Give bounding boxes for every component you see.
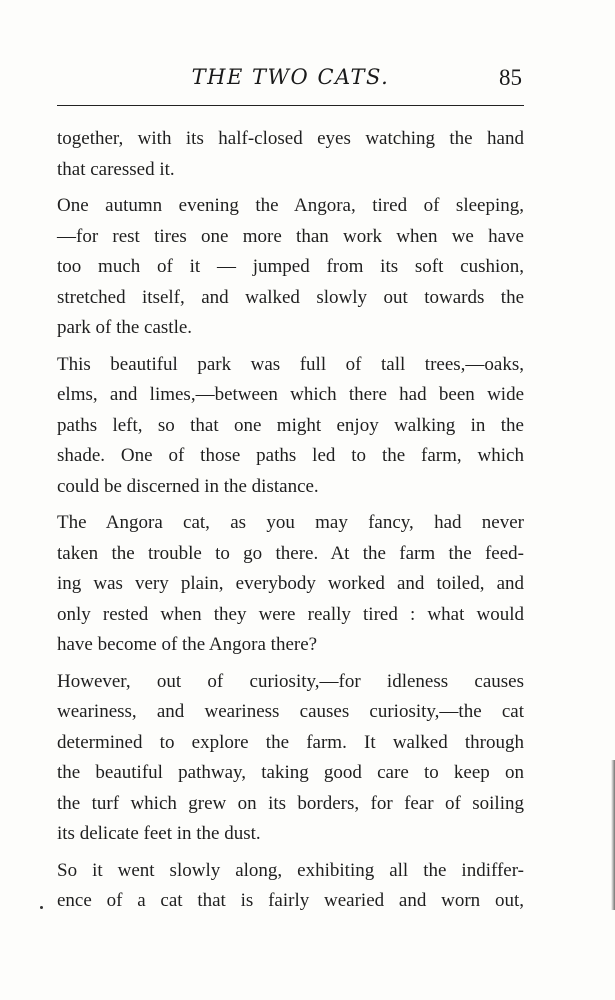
text-line: the turf which grew on its borders, for fear of soiling xyxy=(57,792,524,814)
text-line: stretched itself, and walked slowly out towards the xyxy=(57,286,524,308)
paragraph-4 xyxy=(57,508,524,661)
text-line: taken the trouble to go there. At the farm the feed- xyxy=(57,542,524,564)
header-rule xyxy=(57,105,524,106)
text-line: This beautiful park was full of tall trees,—oaks, xyxy=(57,353,524,375)
text-line: that caressed it. xyxy=(57,158,175,180)
text-line: One autumn evening the Angora, tired of sleeping, xyxy=(57,195,524,216)
text-line: ing was very plain, everybody worked and toiled, and xyxy=(57,573,524,594)
text-line: too much of it — jumped from its soft cushion, xyxy=(57,256,524,277)
text-line: its delicate feet in the dust. xyxy=(57,823,261,844)
text-line: could be discerned in the distance. xyxy=(57,475,319,497)
text-line: have become of the Angora there? xyxy=(57,634,318,655)
paragraph-3 xyxy=(57,350,524,503)
text-line: However, out of curiosity,—for idleness causes xyxy=(57,670,524,692)
page-edge-shadow xyxy=(611,760,615,910)
text-line: park of the castle. xyxy=(57,317,193,338)
print-speck xyxy=(40,906,43,909)
running-title: THE TWO CATS. xyxy=(191,65,390,89)
text-line: determined to explore the farm. It walked through xyxy=(57,731,524,753)
text-line: only rested when they were really tired : what would xyxy=(57,603,524,625)
text-line: —for rest tires one more than work when we have xyxy=(57,225,524,247)
text-line: paths left, so that one might enjoy walking in the xyxy=(57,414,524,436)
page-number: 85 xyxy=(499,65,522,90)
text-line: elms, and limes,—between which there had been wide xyxy=(57,384,524,405)
text-line: The Angora cat, as you may fancy, had never xyxy=(57,512,524,533)
text-line: the beautiful pathway, taking good care to keep on xyxy=(57,762,524,783)
paragraph-6 xyxy=(57,856,524,917)
body-text xyxy=(57,124,524,917)
paragraph-2 xyxy=(57,191,524,344)
page-header xyxy=(57,60,524,102)
text-line: shade. One of those paths led to the farm, which xyxy=(57,445,524,466)
text-line: weariness, and weariness causes curiosity,—the cat xyxy=(57,701,524,722)
paragraph-5 xyxy=(57,667,524,850)
text-line: together, with its half-closed eyes watching the hand xyxy=(57,128,524,149)
paragraph-1 xyxy=(57,124,524,185)
text-line: So it went slowly along, exhibiting all the indiffer- xyxy=(57,859,524,881)
text-line: ence of a cat that is fairly wearied and worn out, xyxy=(57,890,524,911)
